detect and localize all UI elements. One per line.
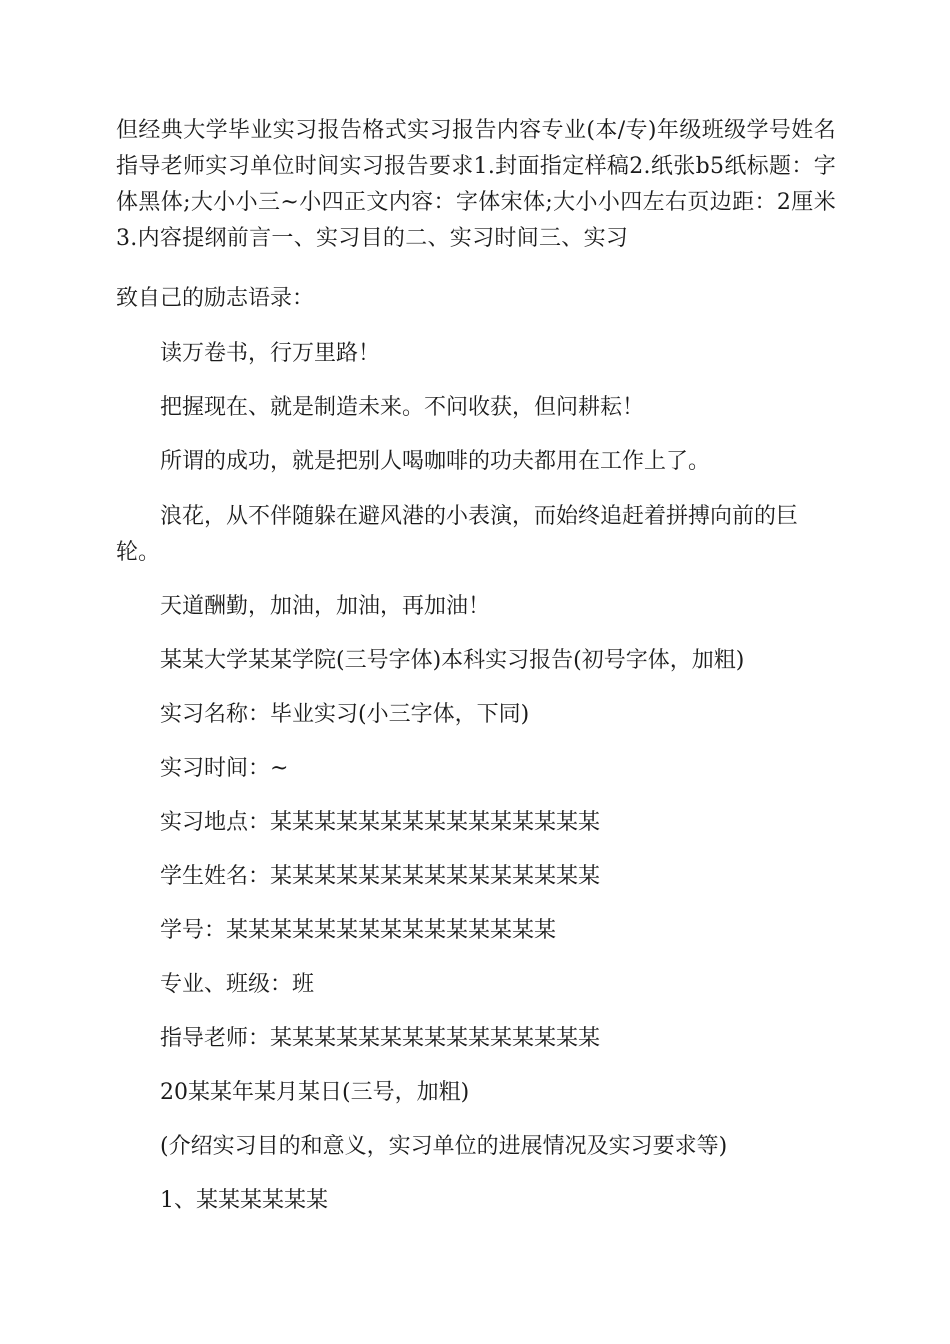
motto-heading: 致自己的励志语录：: [116, 286, 315, 311]
report-line: 实习时间：~: [160, 756, 289, 781]
intro-paragraph: 但经典大学毕业实习报告格式实习报告内容专业(本/专)年级班级学号姓名指导老师实习单位时间实习报告要求1.封面指定样稿2.纸张b5纸标题：字体黑体;大小小三~小四正文内容：字体宋体;大小小四左右页边距：2厘米3.内容提纲前言一、实习目的二、实习时间三、实习: [116, 118, 836, 251]
motto-line: 读万卷书，行万里路！: [160, 341, 381, 366]
report-line: 20某某年某月某日(三号，加粗): [160, 1080, 470, 1105]
report-line: 实习地点：某某某某某某某某某某某某某某某: [160, 810, 601, 835]
motto-line: 浪花，从不伴随躲在避风港的小表演，而始终追赶着拼搏向前的巨轮。: [116, 504, 799, 565]
motto-line: 所谓的成功，就是把别人喝咖啡的功夫都用在工作上了。: [160, 449, 711, 474]
report-line: 指导老师：某某某某某某某某某某某某某某某: [160, 1026, 601, 1051]
report-line: 专业、班级：班: [160, 972, 315, 997]
report-line: 1、某某某某某某: [160, 1188, 328, 1213]
report-line: 学生姓名：某某某某某某某某某某某某某某某: [160, 864, 601, 889]
report-line: 学号：某某某某某某某某某某某某某某某: [160, 918, 557, 943]
report-line: 某某大学某某学院(三号字体)本科实习报告(初号字体，加粗): [160, 648, 745, 673]
report-line: (介绍实习目的和意义，实习单位的进展情况及实习要求等): [160, 1134, 728, 1159]
motto-line: 把握现在、就是制造未来。不问收获，但问耕耘！: [160, 395, 645, 420]
report-line: 实习名称：毕业实习(小三字体，下同): [160, 702, 530, 727]
motto-line: 天道酬勤，加油，加油，再加油！: [160, 594, 491, 619]
